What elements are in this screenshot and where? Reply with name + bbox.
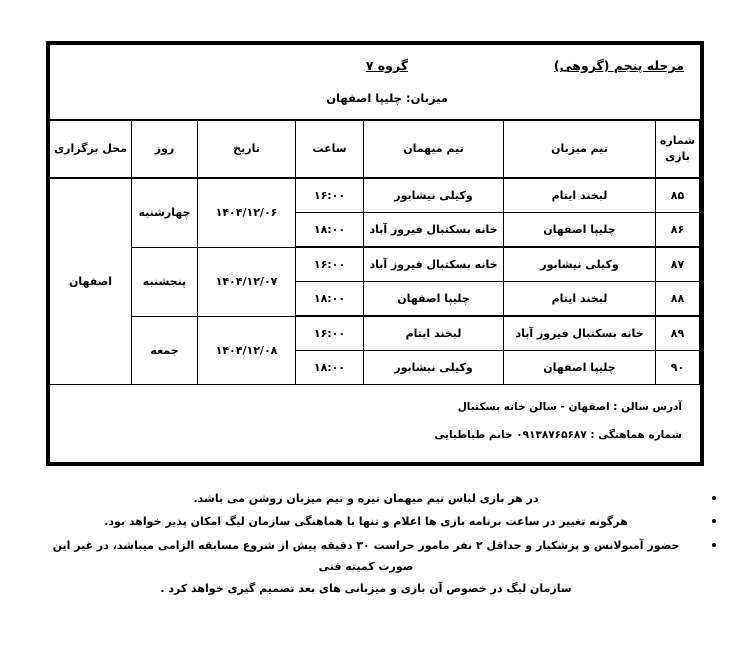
cell-date: ۱۴۰۴/۱۲/۰۸ (198, 316, 296, 385)
coordination-phone: شماره هماهنگی : ۰۹۱۳۸۷۶۵۶۸۷ خانم طباطبایی (434, 429, 682, 441)
cell-away-team: وکیلی نیشابور (364, 178, 504, 213)
cell-time: ۱۶:۰۰ (296, 178, 364, 213)
table-body (50, 178, 700, 385)
bullet-icon (712, 543, 716, 547)
stage-title: مرحله پنجم (گروهی) (553, 58, 684, 73)
cell-game-number: ۸۵ (656, 178, 700, 213)
bullet-icon (712, 519, 716, 523)
cell-home-team: چلیپا اصفهان (504, 213, 656, 248)
cell-away-team: چلیپا اصفهان (364, 282, 504, 317)
cell-game-number: ۸۸ (656, 282, 700, 317)
cell-game-number: ۹۰ (656, 351, 700, 385)
list-item (34, 488, 716, 509)
table-row (50, 247, 700, 282)
host-organizer-label: میزبان: چلیپا اصفهان (326, 91, 448, 105)
column-header-day: روز (132, 120, 198, 178)
notes-section (0, 488, 750, 601)
cell-time: ۱۸:۰۰ (296, 213, 364, 248)
cell-date: ۱۴۰۴/۱۲/۰۷ (198, 247, 296, 316)
cell-date: ۱۴۰۴/۱۲/۰۶ (198, 178, 296, 247)
cell-home-team: لبخند ایتام (504, 282, 656, 317)
cell-time: ۱۸:۰۰ (296, 351, 364, 385)
list-item (34, 535, 716, 599)
cell-day: پنجشنبه (132, 247, 198, 316)
bullet-icon (712, 496, 716, 500)
table-header-row (50, 120, 700, 178)
column-header-home-team: تیم میزبان (504, 120, 656, 178)
cell-venue: اصفهان (50, 178, 132, 385)
table-row (50, 178, 700, 213)
cell-game-number: ۸۹ (656, 316, 700, 351)
cell-away-team: خانه بسکتبال فیروز آباد (364, 247, 504, 282)
cell-away-team: لبخند ایتام (364, 316, 504, 351)
column-header-time: ساعت (296, 120, 364, 178)
venue-address: آدرس سالن : اصفهان - سالن خانه بسکتبال (457, 401, 682, 413)
game-number-header-line1: شماره (659, 134, 696, 148)
note-text-continued: سازمان لیگ در خصوص آن بازی و میزبانی های بعد تصمیم گیری خواهد کرد . (160, 581, 572, 595)
cell-home-team: وکیلی نیشابور (504, 247, 656, 282)
schedule-sheet-inner (50, 45, 700, 462)
cell-time: ۱۶:۰۰ (296, 316, 364, 351)
note-text: حضور آمبولانس و پزشکیار و حداقل ۲ نفر مامور حراست ۳۰ دقیقه پیش از شروع مسابقه الزامی میباشد، در غیر این صورت کمیته فنی (52, 538, 680, 574)
cell-away-team: خانه بسکتبال فیروز آباد (364, 213, 504, 248)
schedule-sheet (46, 41, 704, 466)
cell-day: چهارشنبه (132, 178, 198, 247)
column-header-game-number (656, 120, 700, 178)
column-header-venue: محل برگزاری (50, 120, 132, 178)
table-head (50, 120, 700, 178)
list-item (34, 511, 716, 532)
cell-game-number: ۸۷ (656, 247, 700, 282)
notes-list (34, 488, 716, 599)
group-title: گروه ۷ (365, 58, 408, 73)
game-number-header-line2: بازی (665, 150, 690, 163)
cell-time: ۱۶:۰۰ (296, 247, 364, 282)
column-header-date: تاریخ (198, 120, 296, 178)
column-header-away-team: تیم میهمان (364, 120, 504, 178)
table-row (50, 316, 700, 351)
cell-home-team: چلیپا اصفهان (504, 351, 656, 385)
sheet-footer (50, 385, 700, 441)
cell-home-team: لبخند ایتام (504, 178, 656, 213)
note-text: هرگونه تغییر در ساعت برنامه بازی ها اعلام و تنها با هماهنگی سازمان لیگ امکان پذیر خواهد بود. (104, 515, 628, 529)
cell-away-team: وکیلی نیشابور (364, 351, 504, 385)
cell-time: ۱۸:۰۰ (296, 282, 364, 317)
cell-home-team: خانه بسکتبال فیروز آباد (504, 316, 656, 351)
match-schedule-table (49, 119, 700, 385)
sheet-header (50, 45, 700, 119)
cell-day: جمعه (132, 316, 198, 385)
note-text: در هر بازی لباس تیم میهمان تیره و تیم میزبان روشن می باشد. (193, 492, 539, 505)
cell-game-number: ۸۶ (656, 213, 700, 248)
